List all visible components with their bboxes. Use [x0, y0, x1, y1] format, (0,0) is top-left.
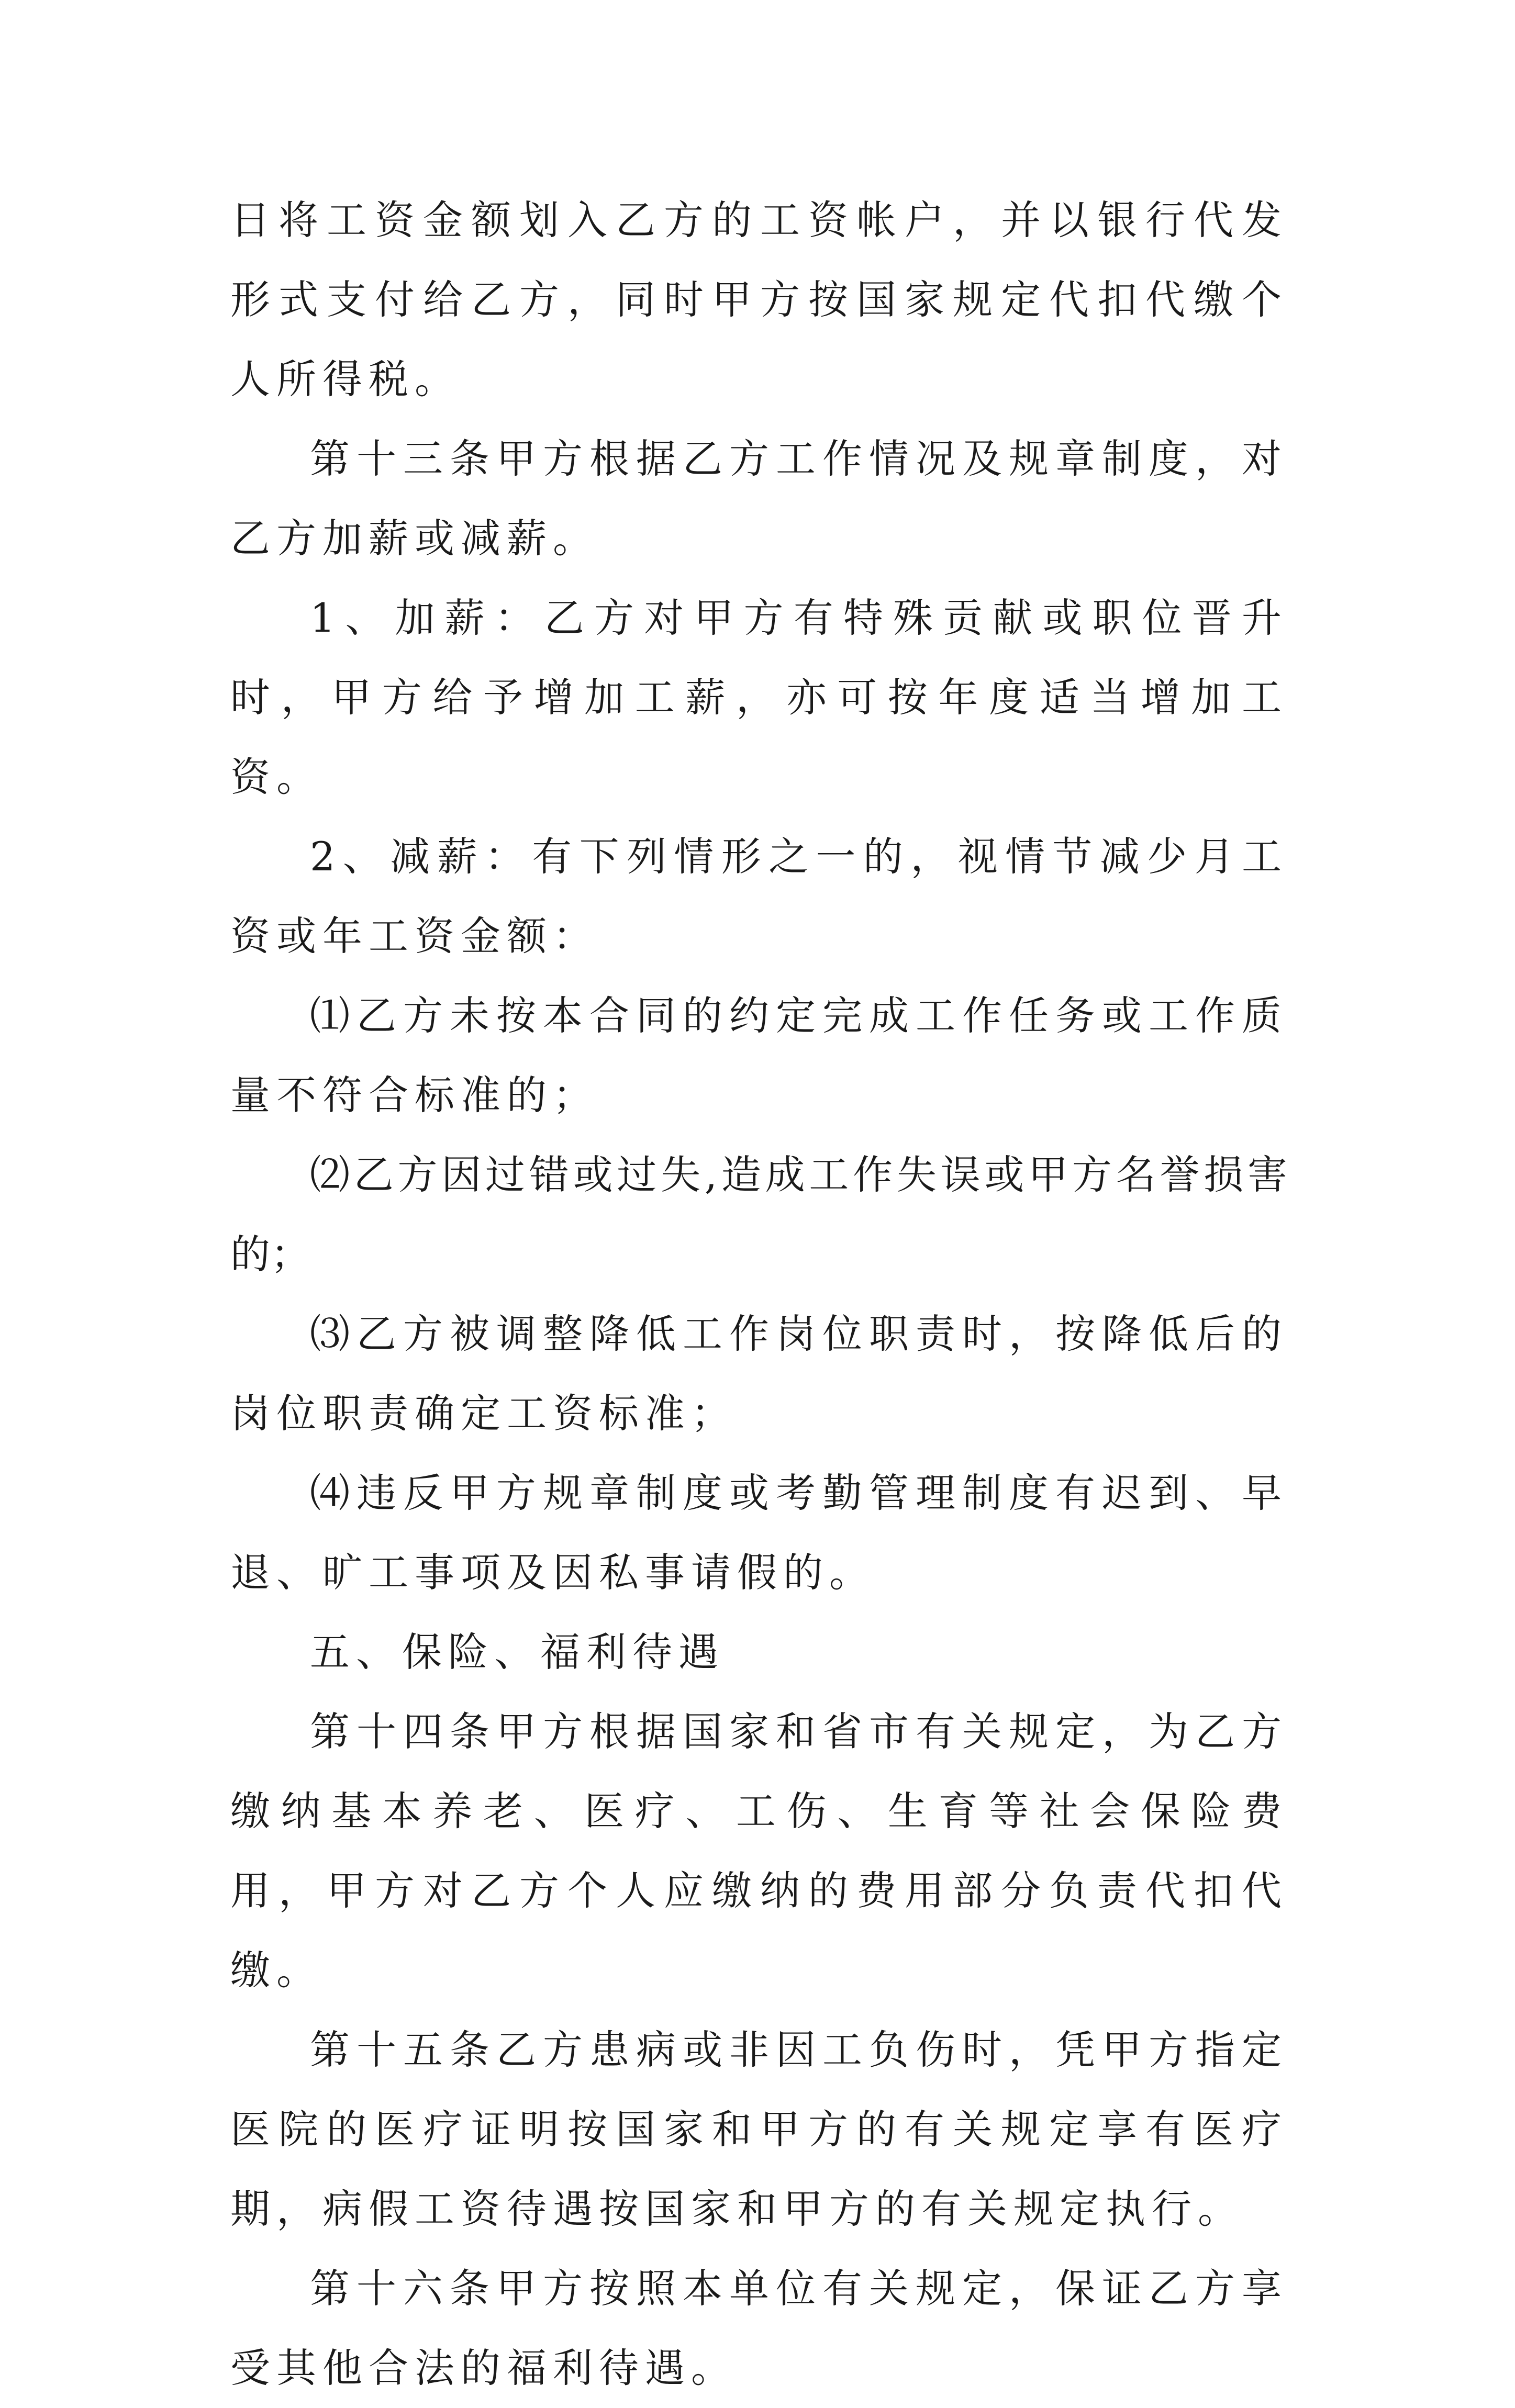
- document-body: [230, 181, 1288, 2408]
- paragraph-reduction-item-4: ⑷违反甲方规章制度或考勤管理制度有迟到、早退、旷工事项及因私事请假的。: [230, 1470, 1288, 1596]
- paragraph-reduction: 2、减薪：有下列情形之一的，视情节减少月工资或年工资金额：: [230, 833, 1288, 959]
- paragraph-reduction-item-2: ⑵乙方因过错或过失,造成工作失误或甲方名誉损害的；: [230, 1151, 1288, 1278]
- paragraph-salary-payment: 日将工资金额划入乙方的工资帐户，并以银行代发形式支付给乙方，同时甲方按国家规定代扣代缴个人所得税。: [230, 197, 1288, 402]
- paragraph-raise: 1、加薪：乙方对甲方有特殊贡献或职位晋升时，甲方给予增加工薪，亦可按年度适当增加工资。: [230, 595, 1288, 800]
- paragraph-reduction-item-1: ⑴乙方未按本合同的约定完成工作任务或工作质量不符合标准的；: [230, 992, 1288, 1118]
- paragraph-reduction-item-3: ⑶乙方被调整降低工作岗位职责时，按降低后的岗位职责确定工资标准；: [230, 1311, 1288, 1437]
- paragraph-article-15: 第十五条乙方患病或非因工负伤时，凭甲方指定医院的医疗证明按国家和甲方的有关规定享有医疗期，病假工资待遇按国家和甲方的有关规定执行。: [230, 2026, 1288, 2232]
- section-heading-insurance: 五、保险、福利待遇: [310, 1629, 725, 1675]
- paragraph-article-14: 第十四条甲方根据国家和省市有关规定，为乙方缴纳基本养老、医疗、工伤、生育等社会保险费用，甲方对乙方个人应缴纳的费用部分负责代扣代缴。: [230, 1708, 1288, 1993]
- paragraph-article-16: 第十六条甲方按照本单位有关规定，保证乙方享受其他合法的福利待遇。: [230, 2265, 1288, 2391]
- paragraph-article-13: 第十三条甲方根据乙方工作情况及规章制度，对乙方加薪或减薪。: [230, 435, 1288, 562]
